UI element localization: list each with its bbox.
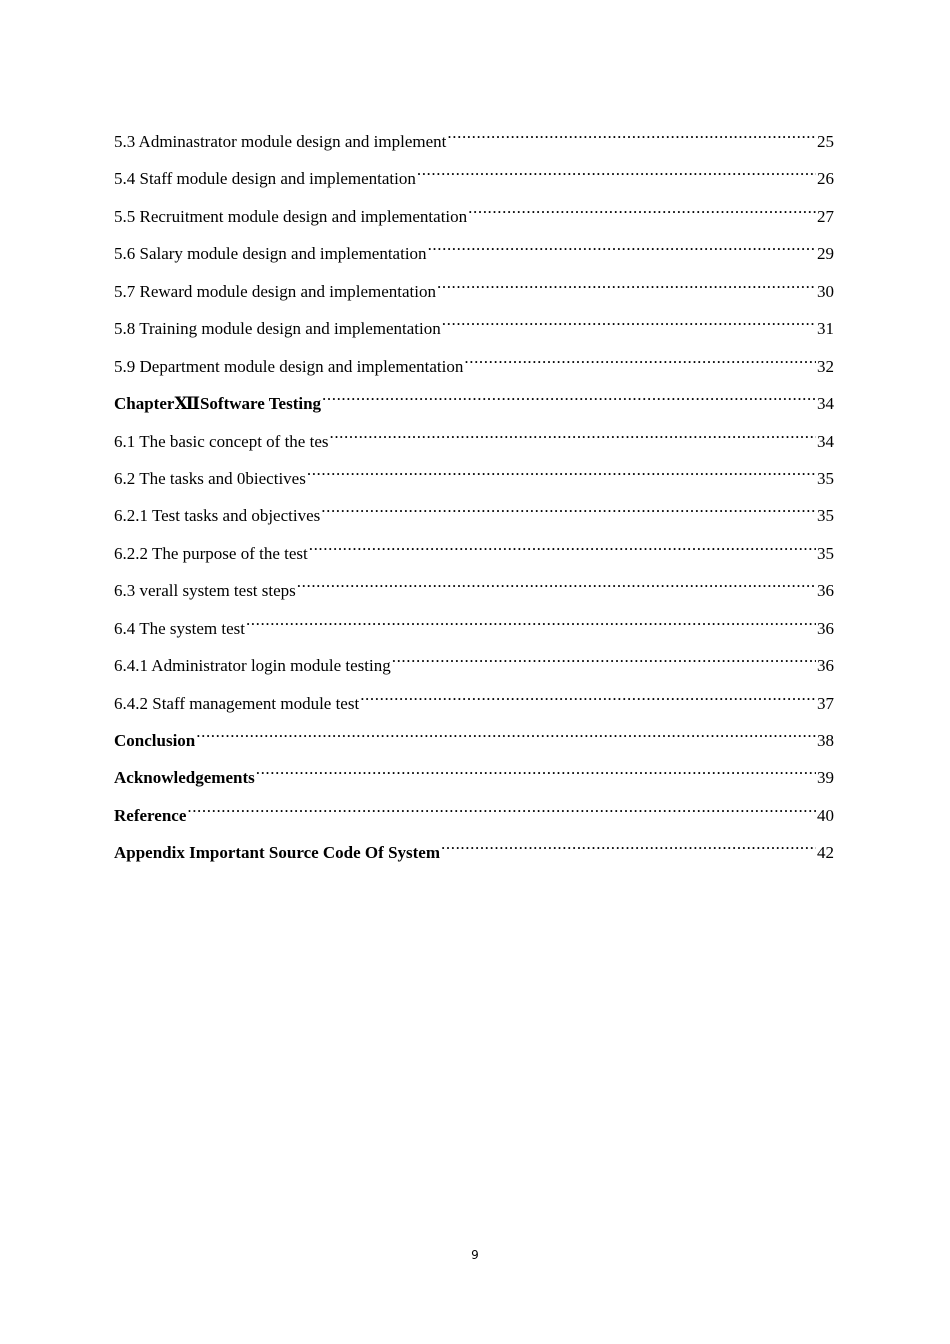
toc-dot-leader: [392, 644, 816, 671]
toc-entry-title: 6.2.2 The purpose of the test: [114, 543, 308, 563]
toc-entry[interactable]: [114, 345, 834, 382]
toc-entry-title: 6.4 The system test: [114, 618, 245, 638]
toc-dot-leader: [297, 569, 816, 596]
toc-entry-title: 5.3 Adminastrator module design and implement: [114, 132, 447, 151]
toc-entry-page: 42: [817, 843, 834, 863]
toc-entry-page: 34: [817, 394, 834, 414]
toc-dot-leader: [417, 157, 816, 184]
toc-entry[interactable]: [114, 532, 834, 569]
toc-entry-page: 35: [817, 543, 834, 563]
toc-entry-title: Acknowledgements: [114, 768, 255, 788]
toc-dot-leader: [441, 831, 816, 858]
toc-entry-page: 35: [817, 468, 834, 488]
toc-dot-leader: [196, 719, 816, 746]
toc-entry[interactable]: [114, 569, 834, 606]
toc-entry[interactable]: [114, 682, 834, 719]
toc-entry-page: 30: [817, 281, 834, 301]
toc-dot-leader: [442, 307, 816, 334]
toc-entry-page: 25: [817, 132, 834, 151]
toc-entry[interactable]: [114, 644, 834, 681]
toc-entry-title: Reference: [114, 805, 187, 825]
toc-dot-leader: [468, 195, 816, 222]
toc-dot-leader: [428, 232, 816, 259]
toc-entry-title: 5.6 Salary module design and implementation: [114, 244, 427, 264]
toc-entry-title: 5.4 Staff module design and implementation: [114, 169, 416, 189]
toc-dot-leader: [360, 682, 816, 709]
toc-entry-title: 6.2 The tasks and 0biectives: [114, 468, 306, 488]
toc-entry[interactable]: [114, 307, 834, 344]
toc-entry-page: 37: [817, 693, 834, 713]
toc-dot-leader: [329, 420, 816, 447]
toc-dot-leader: [309, 532, 816, 559]
toc-dot-leader: [321, 494, 816, 521]
toc-entry[interactable]: [114, 607, 834, 644]
toc-dot-leader: [256, 756, 816, 783]
toc-entry[interactable]: [114, 232, 834, 269]
toc-entry-title: 5.9 Department module design and implementation: [114, 356, 464, 376]
toc-entry-page: 31: [817, 319, 834, 339]
toc-entry[interactable]: [114, 420, 834, 457]
toc-entry-title: ChapterⅫSoftware Testing: [114, 394, 322, 414]
toc-entry-title: 6.1 The basic concept of the tes: [114, 431, 329, 451]
toc-entry-page: 40: [817, 805, 834, 825]
toc-entry-title: Appendix Important Source Code Of System: [114, 843, 441, 863]
toc-entry-page: 35: [817, 506, 834, 526]
toc-entry[interactable]: [114, 382, 834, 419]
toc-entry-page: 39: [817, 768, 834, 788]
toc-dot-leader: [464, 345, 816, 372]
toc-entry[interactable]: [114, 494, 834, 531]
toc-entry-title: 6.2.1 Test tasks and objectives: [114, 506, 321, 526]
toc-entry[interactable]: [114, 831, 834, 868]
toc-dot-leader: [322, 382, 816, 409]
toc-dot-leader: [447, 120, 816, 147]
toc-entry[interactable]: [114, 719, 834, 756]
toc-entry-page: 36: [817, 618, 834, 638]
toc-entry[interactable]: [114, 270, 834, 307]
toc-entry-title: 6.4.1 Administrator login module testing: [114, 656, 391, 676]
toc-entry-page: 32: [817, 356, 834, 376]
toc-entry-title: 5.8 Training module design and implementation: [114, 319, 441, 339]
toc-entry-page: 29: [817, 244, 834, 264]
toc-entry-title: 5.5 Recruitment module design and implementation: [114, 206, 468, 226]
toc-entry[interactable]: [114, 457, 834, 494]
toc-entry-title: 5.7 Reward module design and implementation: [114, 281, 436, 301]
page-number: 9: [471, 1248, 479, 1262]
toc-entry[interactable]: [114, 794, 834, 831]
toc-entry-page: 26: [817, 169, 834, 189]
toc-entry[interactable]: [114, 157, 834, 194]
table-of-contents: [114, 120, 834, 869]
toc-dot-leader: [246, 607, 816, 634]
toc-entry[interactable]: [114, 120, 834, 157]
toc-dot-leader: [307, 457, 816, 484]
toc-entry-title: 6.3 verall system test steps: [114, 581, 296, 601]
toc-entry-page: 36: [817, 656, 834, 676]
toc-entry-page: 34: [817, 431, 834, 451]
toc-entry-page: 38: [817, 731, 834, 750]
toc-dot-leader: [437, 270, 816, 297]
toc-entry-page: 27: [817, 206, 834, 226]
toc-entry-page: 36: [817, 581, 834, 601]
toc-dot-leader: [187, 794, 816, 821]
toc-entry[interactable]: [114, 195, 834, 232]
toc-entry-title: 6.4.2 Staff management module test: [114, 693, 360, 713]
toc-entry-title: Conclusion: [114, 731, 196, 750]
toc-entry[interactable]: [114, 756, 834, 793]
